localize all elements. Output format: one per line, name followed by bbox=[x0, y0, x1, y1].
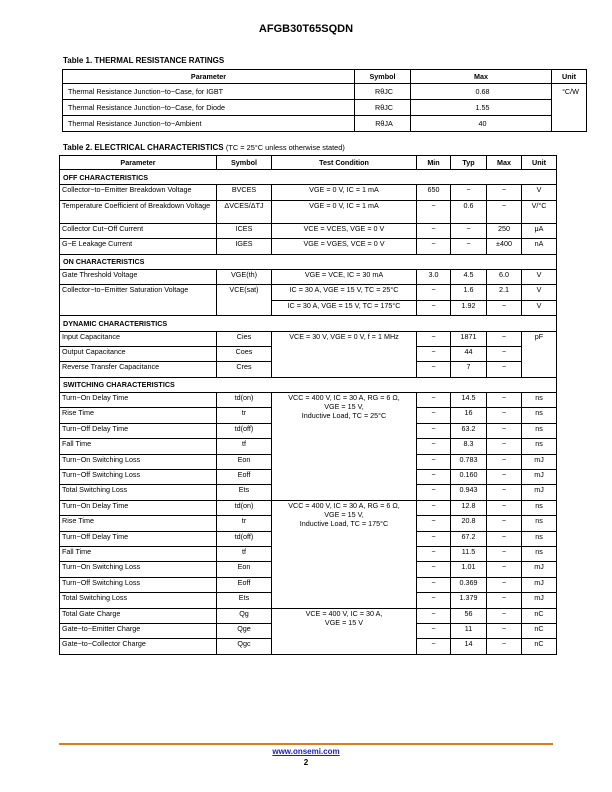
col-header-typ: Typ bbox=[451, 156, 487, 170]
min-cell: − bbox=[417, 470, 451, 485]
section-title: SWITCHING CHARACTERISTICS bbox=[60, 377, 557, 392]
min-cell: − bbox=[417, 200, 451, 223]
min-cell: − bbox=[417, 346, 451, 361]
typ-cell: 20.8 bbox=[451, 516, 487, 531]
test-condition-line: VGE = 15 V, bbox=[324, 509, 364, 519]
max-cell: − bbox=[487, 393, 522, 408]
symbol-cell: ΔVCES/ΔTJ bbox=[217, 200, 272, 223]
param-cell: Reverse Transfer Capacitance bbox=[60, 362, 217, 377]
col-header-unit: Unit bbox=[522, 156, 557, 170]
typ-cell: 1.6 bbox=[451, 285, 487, 300]
min-cell: 3.0 bbox=[417, 269, 451, 284]
test-condition-cell: VGE = VGES, VCE = 0 V bbox=[272, 239, 417, 254]
max-cell: − bbox=[487, 639, 522, 654]
table1-caption: Table 1. THERMAL RESISTANCE RATINGS bbox=[63, 56, 225, 65]
param-cell: Turn−On Delay Time bbox=[60, 500, 217, 515]
max-cell: − bbox=[487, 577, 522, 592]
param-cell: Input Capacitance bbox=[60, 331, 217, 346]
param-cell: Turn−On Switching Loss bbox=[60, 454, 217, 469]
param-cell: Total Switching Loss bbox=[60, 593, 217, 608]
typ-cell: 1.01 bbox=[451, 562, 487, 577]
param-cell: Thermal Resistance Junction−to−Ambient bbox=[63, 116, 355, 132]
param-cell: Collector−to−Emitter Breakdown Voltage bbox=[60, 185, 217, 200]
param-cell: Turn−On Switching Loss bbox=[60, 562, 217, 577]
table-row bbox=[60, 223, 557, 238]
min-cell: − bbox=[417, 500, 451, 515]
typ-cell: 11 bbox=[451, 623, 487, 638]
min-cell: − bbox=[417, 531, 451, 546]
symbol-cell: tf bbox=[217, 439, 272, 454]
unit-cell: μA bbox=[522, 223, 557, 238]
col-header-parameter: Parameter bbox=[60, 156, 217, 170]
typ-cell: − bbox=[451, 185, 487, 200]
max-cell: − bbox=[487, 185, 522, 200]
min-cell: − bbox=[417, 393, 451, 408]
unit-cell: V bbox=[522, 285, 557, 300]
typ-cell: 67.2 bbox=[451, 531, 487, 546]
typ-cell: − bbox=[451, 223, 487, 238]
min-cell: − bbox=[417, 223, 451, 238]
typ-cell: 1.92 bbox=[451, 300, 487, 315]
min-cell: − bbox=[417, 562, 451, 577]
test-condition-line: Inductive Load, TC = 25°C bbox=[301, 411, 387, 421]
symbol-cell: tr bbox=[217, 516, 272, 531]
symbol-cell: td(on) bbox=[217, 393, 272, 408]
max-cell: − bbox=[487, 593, 522, 608]
unit-cell: V bbox=[522, 300, 557, 315]
typ-cell: 1871 bbox=[451, 331, 487, 346]
symbol-cell: Eoff bbox=[217, 577, 272, 592]
table-row bbox=[60, 500, 557, 515]
max-cell: ±400 bbox=[487, 239, 522, 254]
max-cell: − bbox=[487, 300, 522, 315]
min-cell: − bbox=[417, 331, 451, 346]
table-row bbox=[60, 393, 557, 408]
symbol-cell: RθJC bbox=[355, 84, 411, 100]
unit-cell: °C/W bbox=[552, 84, 587, 132]
unit-cell: ns bbox=[522, 516, 557, 531]
test-condition-cell: VGE = VCE, IC = 30 mA bbox=[272, 269, 417, 284]
table2-caption bbox=[63, 143, 345, 152]
max-cell: − bbox=[487, 516, 522, 531]
min-cell: − bbox=[417, 423, 451, 438]
test-condition-line: VCC = 400 V, IC = 30 A, RG = 6 Ω, bbox=[288, 500, 400, 510]
typ-cell: 63.2 bbox=[451, 423, 487, 438]
param-cell: Collector Cut−Off Current bbox=[60, 223, 217, 238]
test-condition-line: VCE = 400 V, IC = 30 A, bbox=[305, 608, 383, 618]
min-cell: − bbox=[417, 639, 451, 654]
min-cell: 650 bbox=[417, 185, 451, 200]
min-cell: − bbox=[417, 546, 451, 561]
typ-cell: 1.379 bbox=[451, 593, 487, 608]
table-row bbox=[60, 185, 557, 200]
test-condition-cell: VCE = 30 V, VGE = 0 V, f = 1 MHz bbox=[272, 331, 417, 377]
param-cell: Output Capacitance bbox=[60, 346, 217, 361]
max-cell: 6.0 bbox=[487, 269, 522, 284]
table-header-row bbox=[60, 156, 557, 170]
test-condition-cell bbox=[272, 393, 417, 501]
min-cell: − bbox=[417, 577, 451, 592]
param-cell: Fall Time bbox=[60, 439, 217, 454]
unit-cell: ns bbox=[522, 439, 557, 454]
param-cell: Thermal Resistance Junction−to−Case, for Diode bbox=[63, 100, 355, 116]
footer-link[interactable]: www.onsemi.com bbox=[272, 747, 340, 756]
symbol-cell: IGES bbox=[217, 239, 272, 254]
thermal-resistance-table bbox=[62, 69, 587, 132]
max-cell: − bbox=[487, 485, 522, 500]
unit-cell: V bbox=[522, 269, 557, 284]
test-condition-cell bbox=[272, 500, 417, 608]
min-cell: − bbox=[417, 239, 451, 254]
max-cell: − bbox=[487, 546, 522, 561]
param-cell: Gate−to−Collector Charge bbox=[60, 639, 217, 654]
symbol-cell: Eon bbox=[217, 562, 272, 577]
unit-cell: mJ bbox=[522, 485, 557, 500]
table-row bbox=[63, 84, 587, 100]
max-cell: 1.55 bbox=[411, 100, 552, 116]
param-cell: Rise Time bbox=[60, 408, 217, 423]
typ-cell: 7 bbox=[451, 362, 487, 377]
typ-cell: 0.369 bbox=[451, 577, 487, 592]
typ-cell: 14.5 bbox=[451, 393, 487, 408]
symbol-cell: Eoff bbox=[217, 470, 272, 485]
typ-cell: 0.943 bbox=[451, 485, 487, 500]
typ-cell: 12.8 bbox=[451, 500, 487, 515]
symbol-cell: Cies bbox=[217, 331, 272, 346]
unit-cell: mJ bbox=[522, 562, 557, 577]
table-row bbox=[60, 608, 557, 623]
unit-cell: nC bbox=[522, 639, 557, 654]
test-condition-line: VCC = 400 V, IC = 30 A, RG = 6 Ω, bbox=[288, 393, 400, 403]
max-cell: − bbox=[487, 200, 522, 223]
typ-cell: 56 bbox=[451, 608, 487, 623]
typ-cell: 14 bbox=[451, 639, 487, 654]
symbol-cell: VCE(sat) bbox=[217, 285, 272, 316]
unit-cell: mJ bbox=[522, 577, 557, 592]
param-cell: Turn−Off Delay Time bbox=[60, 423, 217, 438]
param-cell: Turn−Off Delay Time bbox=[60, 531, 217, 546]
param-cell: Total Gate Charge bbox=[60, 608, 217, 623]
typ-cell: 0.6 bbox=[451, 200, 487, 223]
section-title: DYNAMIC CHARACTERISTICS bbox=[60, 316, 557, 331]
max-cell: − bbox=[487, 470, 522, 485]
typ-cell: 44 bbox=[451, 346, 487, 361]
param-cell: Fall Time bbox=[60, 546, 217, 561]
unit-cell: ns bbox=[522, 500, 557, 515]
unit-cell: ns bbox=[522, 423, 557, 438]
unit-cell: V bbox=[522, 185, 557, 200]
symbol-cell: tr bbox=[217, 408, 272, 423]
test-condition-cell: IC = 30 A, VGE = 15 V, TC = 25°C bbox=[272, 285, 417, 300]
page-number: 2 bbox=[303, 758, 309, 767]
unit-cell: ns bbox=[522, 546, 557, 561]
min-cell: − bbox=[417, 408, 451, 423]
electrical-characteristics-table bbox=[59, 155, 557, 655]
test-condition-cell: IC = 30 A, VGE = 15 V, TC = 175°C bbox=[272, 300, 417, 315]
max-cell: − bbox=[487, 423, 522, 438]
symbol-cell: RθJA bbox=[355, 116, 411, 132]
symbol-cell: Coes bbox=[217, 346, 272, 361]
symbol-cell: Cres bbox=[217, 362, 272, 377]
col-header-max: Max bbox=[487, 156, 522, 170]
max-cell: 2.1 bbox=[487, 285, 522, 300]
section-header-row bbox=[60, 377, 557, 392]
section-header-row bbox=[60, 170, 557, 185]
col-header-min: Min bbox=[417, 156, 451, 170]
max-cell: − bbox=[487, 531, 522, 546]
max-cell: − bbox=[487, 408, 522, 423]
unit-cell: nC bbox=[522, 623, 557, 638]
unit-cell: ns bbox=[522, 393, 557, 408]
param-cell: Gate−to−Emitter Charge bbox=[60, 623, 217, 638]
test-condition-cell bbox=[272, 608, 417, 654]
typ-cell: 16 bbox=[451, 408, 487, 423]
max-cell: 0.68 bbox=[411, 84, 552, 100]
symbol-cell: td(off) bbox=[217, 531, 272, 546]
param-cell: Temperature Coefficient of Breakdown Voltage bbox=[60, 200, 217, 223]
unit-cell: nC bbox=[522, 608, 557, 623]
col-header-max: Max bbox=[411, 70, 552, 84]
max-cell: − bbox=[487, 562, 522, 577]
test-condition-cell: VCE = VCES, VGE = 0 V bbox=[272, 223, 417, 238]
symbol-cell: VGE(th) bbox=[217, 269, 272, 284]
min-cell: − bbox=[417, 454, 451, 469]
param-cell: Turn−On Delay Time bbox=[60, 393, 217, 408]
min-cell: − bbox=[417, 300, 451, 315]
max-cell: − bbox=[487, 331, 522, 346]
unit-cell: nA bbox=[522, 239, 557, 254]
table-row bbox=[60, 200, 557, 223]
min-cell: − bbox=[417, 362, 451, 377]
table-row bbox=[60, 331, 557, 346]
max-cell: − bbox=[487, 346, 522, 361]
min-cell: − bbox=[417, 485, 451, 500]
test-condition-line: VGE = 15 V bbox=[324, 617, 364, 627]
unit-cell: V/°C bbox=[522, 200, 557, 223]
param-cell: Total Switching Loss bbox=[60, 485, 217, 500]
max-cell: 250 bbox=[487, 223, 522, 238]
min-cell: − bbox=[417, 608, 451, 623]
param-cell: Turn−Off Switching Loss bbox=[60, 577, 217, 592]
section-header-row bbox=[60, 316, 557, 331]
test-condition-line: VGE = 15 V, bbox=[324, 402, 364, 412]
symbol-cell: Eon bbox=[217, 454, 272, 469]
max-cell: − bbox=[487, 362, 522, 377]
test-condition-cell: VGE = 0 V, IC = 1 mA bbox=[272, 200, 417, 223]
unit-cell: mJ bbox=[522, 454, 557, 469]
max-cell: − bbox=[487, 439, 522, 454]
test-condition-line: Inductive Load, TC = 175°C bbox=[299, 518, 389, 528]
table-row bbox=[60, 285, 557, 300]
typ-cell: 8.3 bbox=[451, 439, 487, 454]
col-header-parameter: Parameter bbox=[63, 70, 355, 84]
part-number-title: AFGB30T65SQDN bbox=[258, 23, 354, 35]
param-cell: Collector−to−Emitter Saturation Voltage bbox=[60, 285, 217, 316]
table-row bbox=[63, 100, 587, 116]
table-row bbox=[63, 116, 587, 132]
symbol-cell: td(off) bbox=[217, 423, 272, 438]
min-cell: − bbox=[417, 516, 451, 531]
min-cell: − bbox=[417, 439, 451, 454]
symbol-cell: td(on) bbox=[217, 500, 272, 515]
symbol-cell: tf bbox=[217, 546, 272, 561]
col-header-test: Test Condition bbox=[272, 156, 417, 170]
table2-caption-title: Table 2. ELECTRICAL CHARACTERISTICS bbox=[63, 143, 224, 152]
min-cell: − bbox=[417, 593, 451, 608]
max-cell: − bbox=[487, 500, 522, 515]
unit-cell: mJ bbox=[522, 470, 557, 485]
section-title: OFF CHARACTERISTICS bbox=[60, 170, 557, 185]
symbol-cell: Qg bbox=[217, 608, 272, 623]
max-cell: − bbox=[487, 608, 522, 623]
footer-divider bbox=[59, 743, 553, 745]
symbol-cell: ICES bbox=[217, 223, 272, 238]
min-cell: − bbox=[417, 623, 451, 638]
col-header-symbol: Symbol bbox=[217, 156, 272, 170]
symbol-cell: RθJC bbox=[355, 100, 411, 116]
unit-cell: mJ bbox=[522, 593, 557, 608]
param-cell: Gate Threshold Voltage bbox=[60, 269, 217, 284]
symbol-cell: Qgc bbox=[217, 639, 272, 654]
max-cell: − bbox=[487, 454, 522, 469]
unit-cell: ns bbox=[522, 531, 557, 546]
min-cell: − bbox=[417, 285, 451, 300]
table2-caption-condition: (TC = 25°C unless otherwise stated) bbox=[225, 143, 345, 152]
typ-cell: 4.5 bbox=[451, 269, 487, 284]
test-condition-cell: VGE = 0 V, IC = 1 mA bbox=[272, 185, 417, 200]
param-cell: Turn−Off Switching Loss bbox=[60, 470, 217, 485]
col-header-unit: Unit bbox=[552, 70, 587, 84]
max-cell: 40 bbox=[411, 116, 552, 132]
symbol-cell: Ets bbox=[217, 485, 272, 500]
symbol-cell: Qge bbox=[217, 623, 272, 638]
symbol-cell: BVCES bbox=[217, 185, 272, 200]
typ-cell: 0.160 bbox=[451, 470, 487, 485]
col-header-symbol: Symbol bbox=[355, 70, 411, 84]
param-cell: G−E Leakage Current bbox=[60, 239, 217, 254]
typ-cell: 11.5 bbox=[451, 546, 487, 561]
typ-cell: 0.783 bbox=[451, 454, 487, 469]
section-header-row bbox=[60, 254, 557, 269]
table-row bbox=[60, 239, 557, 254]
typ-cell: − bbox=[451, 239, 487, 254]
param-cell: Thermal Resistance Junction−to−Case, for IGBT bbox=[63, 84, 355, 100]
param-cell: Rise Time bbox=[60, 516, 217, 531]
max-cell: − bbox=[487, 623, 522, 638]
table-row bbox=[60, 269, 557, 284]
symbol-cell: Ets bbox=[217, 593, 272, 608]
section-title: ON CHARACTERISTICS bbox=[60, 254, 557, 269]
unit-cell: ns bbox=[522, 408, 557, 423]
unit-cell: pF bbox=[522, 331, 557, 377]
